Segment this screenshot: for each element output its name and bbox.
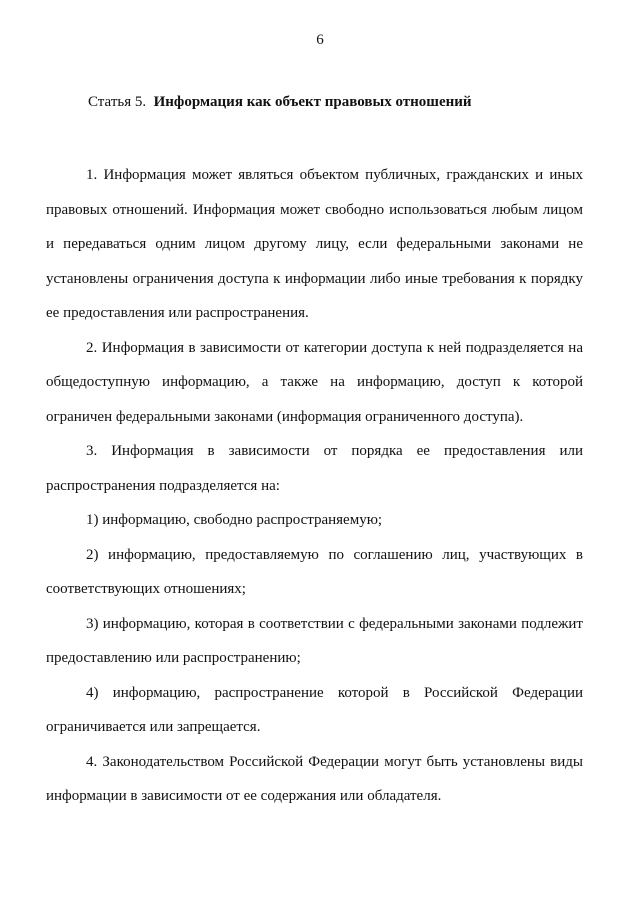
article-heading — [88, 92, 472, 112]
article-body — [46, 158, 583, 814]
list-item-2: 2) информацию, предоставляемую по соглашению лиц, участвующих в соответствующих отношениях; — [46, 546, 583, 597]
article-title: Информация как объект правовых отношений — [153, 94, 472, 110]
list-item-4: 4) информацию, распространение которой в Российской Федерации ограничивается или запрещается. — [46, 684, 583, 735]
page-number: 6 — [316, 32, 324, 48]
paragraph-3: 3. Информация в зависимости от порядка ее предоставления или распространения подразделяется на: — [46, 443, 583, 494]
paragraph-1: 1. Информация может являться объектом публичных, гражданских и иных правовых отношений. Информация может свободно использоваться любым лицом и передаваться одним лицом другому лицу, если федеральными законами не установлены ограничения доступа к информации либо иные требования к порядку ее предоставления или распространения. — [46, 167, 583, 321]
paragraph-4: 4. Законодательством Российской Федерации могут быть установлены виды информации в зависимости от ее содержания или обладателя. — [46, 753, 583, 804]
list-item-1: 1) информацию, свободно распространяемую; — [86, 512, 383, 528]
list-item-3: 3) информацию, которая в соответствии с федеральными законами подлежит предоставлению или распространению; — [46, 615, 583, 666]
article-number: Статья 5. — [88, 94, 147, 110]
paragraph-2: 2. Информация в зависимости от категории доступа к ней подразделяется на общедоступную информацию, а также на информацию, доступ к которой ограничен федеральными законами (информация ограниченного доступа). — [46, 339, 583, 425]
